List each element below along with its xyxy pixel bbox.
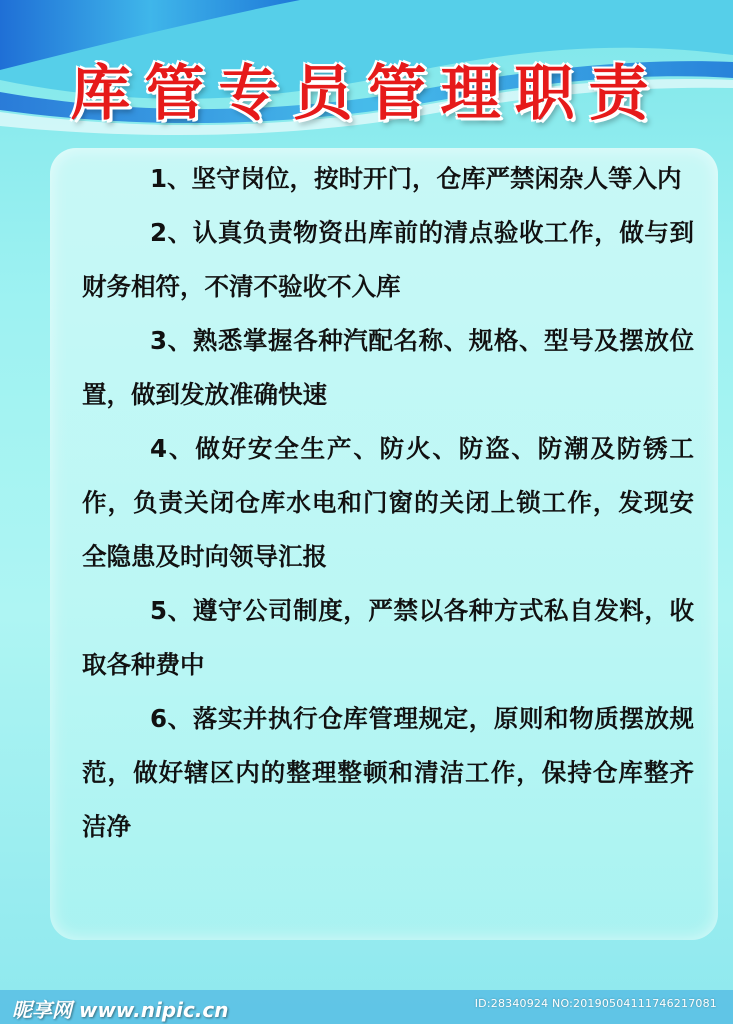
duty-item: 5、遵守公司制度，严禁以各种方式私自发料，收取各种费中 bbox=[82, 596, 694, 679]
duty-item: 2、认真负责物资出库前的清点验收工作，做与到财务相符，不清不验收不入库 bbox=[82, 218, 694, 301]
duty-item: 6、落实并执行仓库管理规定，原则和物质摆放规范，做好辖区内的整理整顿和清洁工作，保持仓库整齐洁净 bbox=[82, 704, 694, 841]
duty-item: 4、做好安全生产、防火、防盗、防潮及防锈工作，负责关闭仓库水电和门窗的关闭上锁工作，发现安全隐患及时向领导汇报 bbox=[82, 434, 694, 571]
duty-item: 1、坚守岗位，按时开门，仓库严禁闲杂人等入内 bbox=[150, 164, 682, 193]
duty-list bbox=[82, 152, 694, 854]
watermark-id: ID:28340924 NO:20190504111746217081 bbox=[474, 997, 717, 1010]
poster-title: 库管专员管理职责 bbox=[70, 59, 663, 129]
duty-item: 3、熟悉掌握各种汽配名称、规格、型号及摆放位置，做到发放准确快速 bbox=[82, 326, 694, 409]
watermark-logo: 昵享网 www.nipic.cn bbox=[12, 998, 229, 1022]
